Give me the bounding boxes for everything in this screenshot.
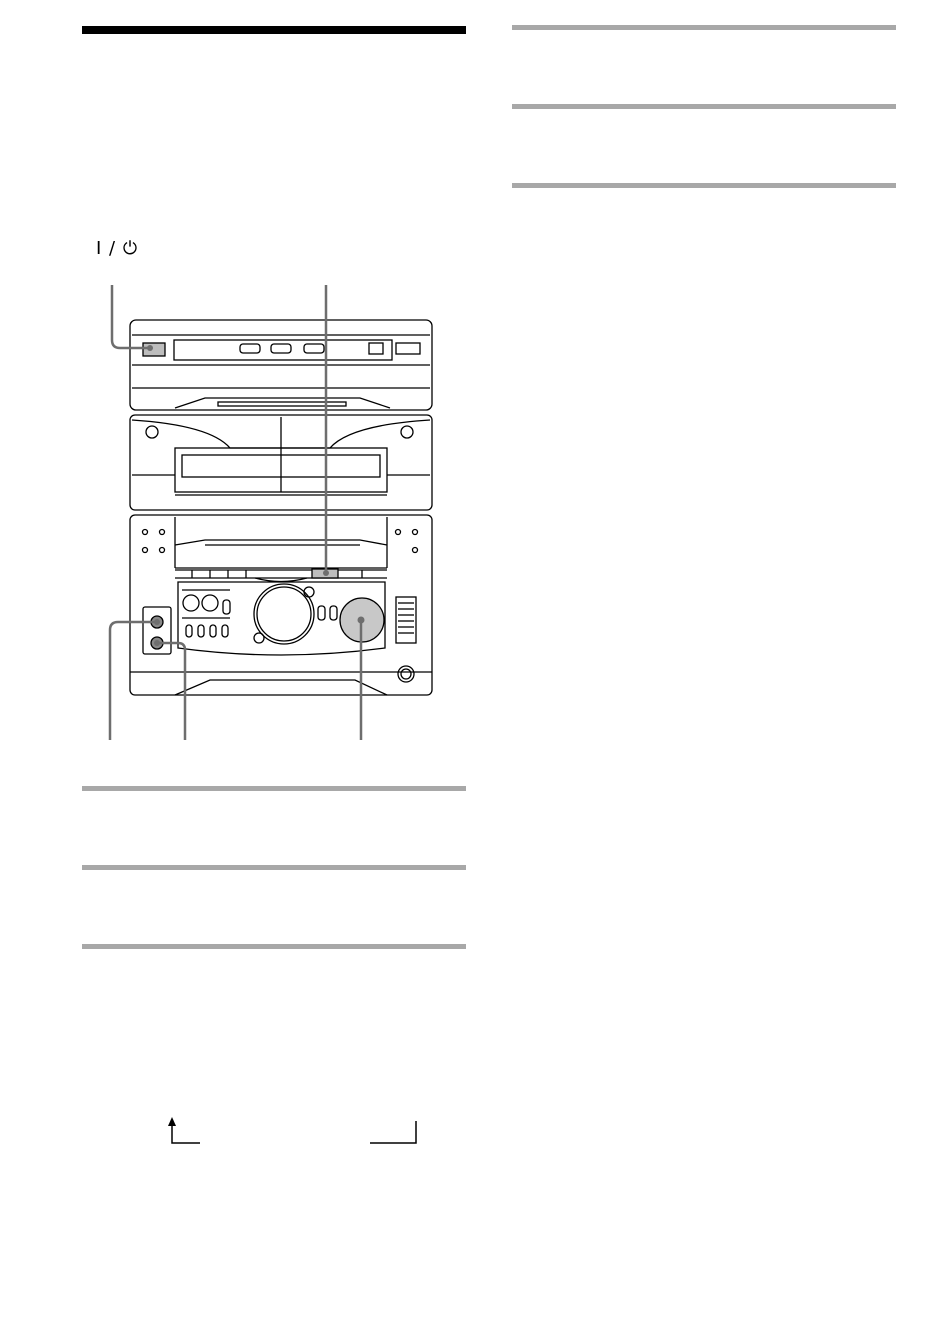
jack-callout-line-2 — [157, 643, 185, 740]
power-callout-line — [112, 285, 150, 348]
jack-callout-line-1 — [110, 622, 157, 740]
power-button-label: I / ⏻ — [96, 238, 139, 259]
power-button — [143, 343, 165, 356]
cycle-arrow — [172, 1121, 416, 1143]
arrow-head-icon — [168, 1117, 176, 1126]
